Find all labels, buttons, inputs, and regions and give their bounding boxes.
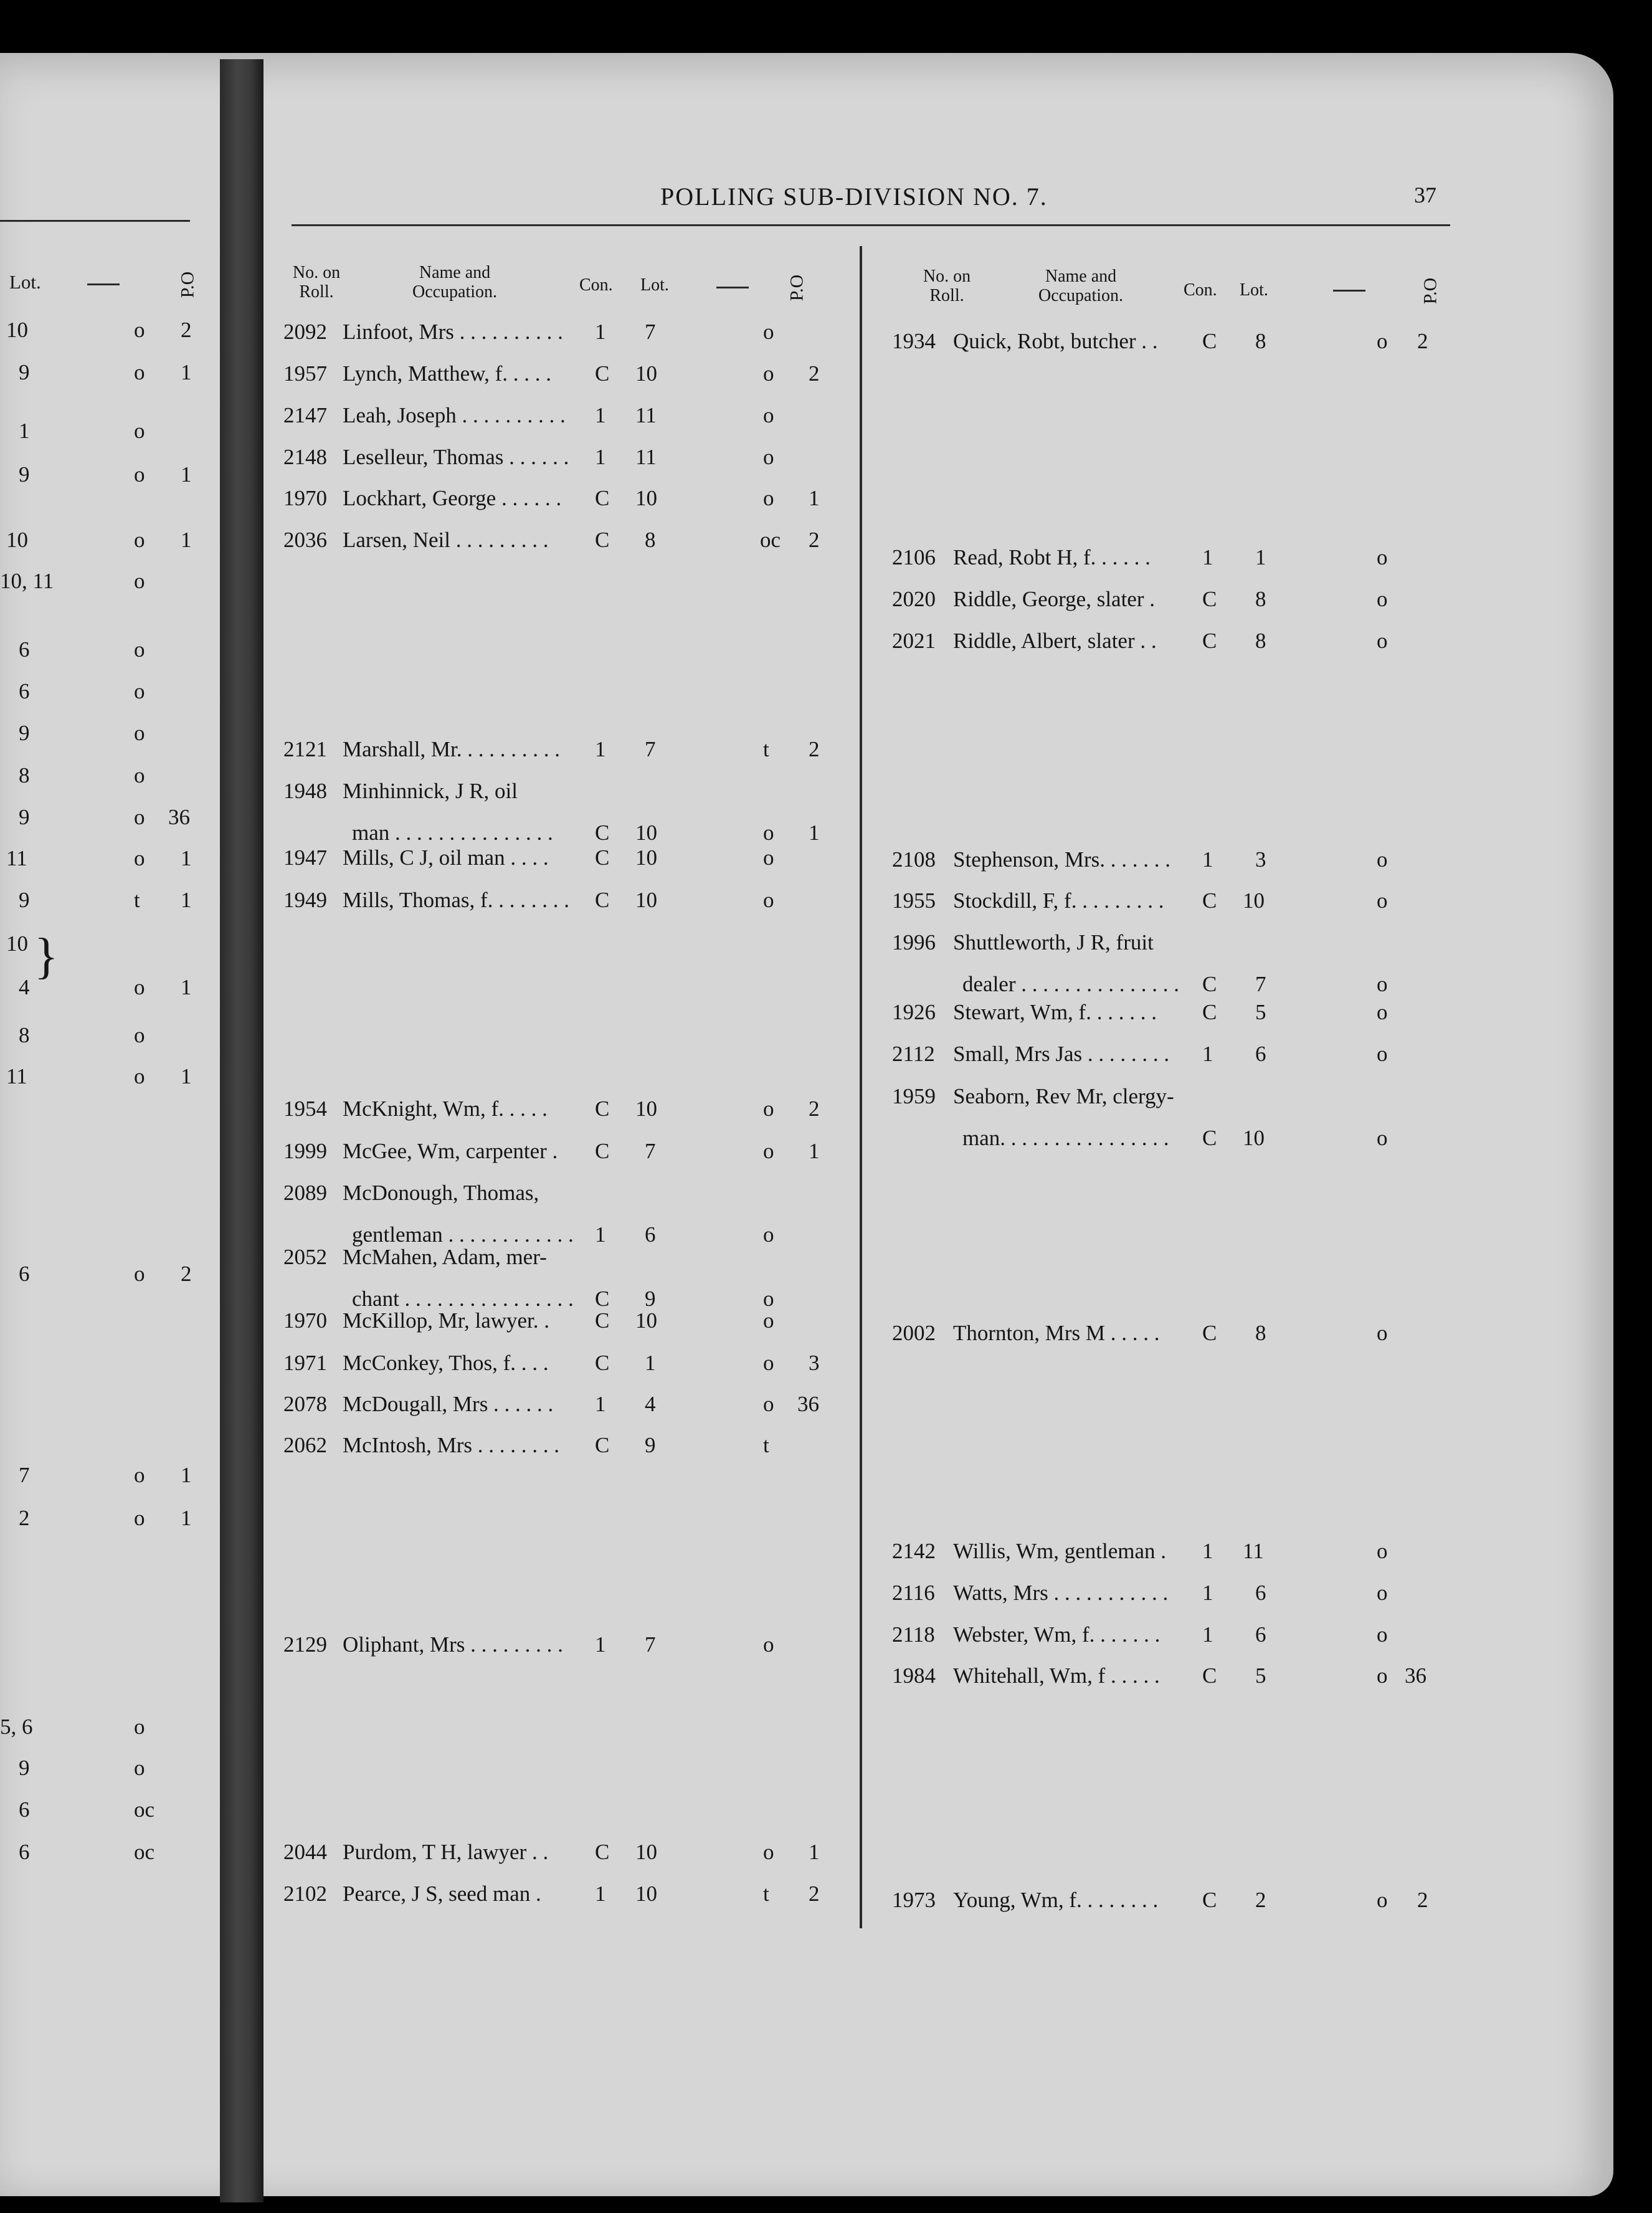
right-name-header: Name and Occupation. xyxy=(1038,267,1124,305)
con-cell: C xyxy=(1202,972,1217,996)
lot-cell: 10 xyxy=(635,821,657,845)
mark-cell: o xyxy=(1377,587,1388,611)
mark-cell: o xyxy=(1377,629,1388,653)
brace-mark: } xyxy=(34,929,59,984)
name-occupation: Willis, Wm, gentleman . xyxy=(953,1539,1167,1563)
right-con-header: Con. xyxy=(1184,280,1217,300)
left-mark-cell: o xyxy=(134,1064,145,1088)
con-cell: C xyxy=(595,528,610,552)
mark-cell: o xyxy=(1377,1622,1388,1647)
lot-cell: 10 xyxy=(635,1882,657,1906)
left-lot-cell: 10 xyxy=(6,931,28,956)
left-po-cell: 36 xyxy=(168,805,190,829)
lot-cell: 7 xyxy=(645,737,656,761)
left-lot-cell: 9 xyxy=(19,805,30,829)
mark-cell: o xyxy=(763,1287,774,1311)
lot-cell: 6 xyxy=(1255,1581,1266,1605)
column-divider xyxy=(860,246,862,1928)
lot-cell: 1 xyxy=(645,1351,656,1375)
lot-cell: 11 xyxy=(635,445,657,469)
name-occupation: Larsen, Neil . . . . . . . . . xyxy=(343,528,549,552)
mark-cell: o xyxy=(1377,545,1388,569)
left-lot-cell: 11 xyxy=(6,1064,27,1088)
lot-cell: 7 xyxy=(645,1632,656,1657)
name-occupation: Purdom, T H, lawyer . . xyxy=(343,1840,549,1864)
name-occupation: Stewart, Wm, f. . . . . . . xyxy=(953,1000,1157,1024)
roll-number: 1970 xyxy=(283,1308,327,1333)
con-cell: C xyxy=(595,1139,610,1163)
roll-number: 1926 xyxy=(892,1000,936,1024)
left-lot-cell: 7 xyxy=(19,1463,30,1487)
con-cell: C xyxy=(1202,587,1217,611)
page-title: POLLING SUB-DIVISION NO. 7. xyxy=(660,183,1048,211)
mark-cell: o xyxy=(1377,888,1388,913)
left-mark-cell: o xyxy=(134,569,145,593)
name-occupation: McConkey, Thos, f. . . . xyxy=(343,1351,549,1375)
lot-cell: 1 xyxy=(1255,545,1266,569)
left-mark-cell: oc xyxy=(134,1840,155,1864)
left-lot-cell: 9 xyxy=(19,360,30,384)
name-occupation: Whitehall, Wm, f . . . . . xyxy=(953,1663,1160,1688)
roll-number: 1996 xyxy=(892,930,936,954)
left-lot-cell: 6 xyxy=(19,637,30,662)
middle-dash xyxy=(716,287,749,288)
left-mark-cell: o xyxy=(134,637,145,662)
con-cell: C xyxy=(1202,629,1217,653)
roll-number: 2078 xyxy=(283,1392,327,1416)
left-mark-cell: o xyxy=(134,462,145,487)
name-occupation: Pearce, J S, seed man . xyxy=(343,1882,541,1906)
left-mark-cell: o xyxy=(134,1023,145,1047)
roll-number: 1955 xyxy=(892,888,936,913)
mark-cell: o xyxy=(1377,972,1388,996)
lot-cell: 10 xyxy=(635,888,657,912)
roll-number: 2112 xyxy=(892,1042,935,1066)
lot-cell: 11 xyxy=(1243,1539,1264,1563)
left-mark-cell: oc xyxy=(134,1797,155,1822)
left-lot-cell: 6 xyxy=(19,1262,30,1286)
right-po-header: P.O xyxy=(1420,277,1441,305)
left-po-cell: 1 xyxy=(181,1506,192,1530)
roll-number: 1948 xyxy=(283,779,327,803)
roll-number: 1999 xyxy=(283,1139,327,1163)
left-po-cell: 2 xyxy=(181,1262,192,1286)
lot-cell: 8 xyxy=(1255,1321,1266,1345)
con-cell: 1 xyxy=(595,445,606,469)
left-mark-cell: o xyxy=(134,1715,145,1739)
name-occupation: Riddle, George, slater . xyxy=(953,587,1155,611)
right-lot-header: Lot. xyxy=(1240,280,1268,300)
left-mark-cell: o xyxy=(134,1463,145,1487)
left-po-cell: 2 xyxy=(181,318,192,342)
po-cell: 2 xyxy=(809,737,820,761)
roll-number: 2108 xyxy=(892,847,936,872)
name-occupation: Stephenson, Mrs. . . . . . . xyxy=(953,847,1171,872)
mark-cell: o xyxy=(763,486,774,510)
mark-cell: o xyxy=(1377,1663,1388,1688)
left-lot-cell: 9 xyxy=(19,1756,30,1780)
name-occupation: Riddle, Albert, slater . . xyxy=(953,629,1157,653)
mark-cell: t xyxy=(763,1882,769,1906)
con-cell: 1 xyxy=(595,1632,606,1657)
mark-cell: o xyxy=(763,1632,774,1657)
name-occupation: Thornton, Mrs M . . . . . xyxy=(953,1321,1160,1345)
right-dash xyxy=(1333,290,1365,292)
name-occupation: Quick, Robt, butcher . . xyxy=(953,329,1158,353)
left-mark-cell: o xyxy=(134,679,145,703)
con-cell: 1 xyxy=(1202,1539,1213,1563)
left-lot-cell: 5, 6 xyxy=(0,1715,33,1739)
lot-cell: 3 xyxy=(1255,847,1266,872)
name-occupation-cont: man . . . . . . . . . . . . . . . xyxy=(352,821,553,845)
roll-number: 2148 xyxy=(283,445,327,469)
mark-cell: o xyxy=(1377,1539,1388,1563)
left-lot-cell: 10 xyxy=(6,528,28,552)
mark-cell: o xyxy=(1377,329,1388,353)
con-cell: 1 xyxy=(595,320,606,344)
name-occupation: Leselleur, Thomas . . . . . . xyxy=(343,445,569,469)
left-po-header: P.O xyxy=(177,271,198,298)
mark-cell: o xyxy=(1377,1126,1388,1150)
name-occupation: Lynch, Matthew, f. . . . . xyxy=(343,361,552,386)
page-number: 37 xyxy=(1414,183,1436,207)
con-cell: C xyxy=(1202,888,1217,913)
name-occupation-cont: gentleman . . . . . . . . . . . . xyxy=(352,1222,574,1247)
book-binding xyxy=(220,59,263,2202)
name-occupation: Marshall, Mr. . . . . . . . . . xyxy=(343,737,561,761)
left-mark-cell: o xyxy=(134,1506,145,1530)
con-cell: C xyxy=(1202,329,1217,353)
name-occupation: McMahen, Adam, mer- xyxy=(343,1245,547,1269)
mark-cell: o xyxy=(1377,1888,1388,1912)
roll-number: 2002 xyxy=(892,1321,936,1345)
po-cell: 2 xyxy=(1417,1888,1428,1912)
con-cell: C xyxy=(595,845,610,870)
mark-cell: t xyxy=(763,737,769,761)
po-cell: 2 xyxy=(809,1882,820,1906)
con-cell: 1 xyxy=(1202,545,1213,569)
roll-number: 1949 xyxy=(283,888,327,912)
lot-cell: 9 xyxy=(645,1433,656,1457)
lot-cell: 9 xyxy=(645,1287,656,1311)
left-mark-cell: o xyxy=(134,360,145,384)
con-cell: C xyxy=(595,1433,610,1457)
left-mark-cell: o xyxy=(134,1262,145,1286)
lot-cell: 5 xyxy=(1255,1000,1266,1024)
name-occupation: Small, Mrs Jas . . . . . . . . xyxy=(953,1042,1170,1066)
mark-cell: o xyxy=(763,445,774,469)
lot-cell: 7 xyxy=(1255,972,1266,996)
left-lot-cell: 11 xyxy=(6,846,27,870)
mark-cell: oc xyxy=(760,528,781,552)
lot-cell: 2 xyxy=(1255,1888,1266,1912)
roll-number: 1934 xyxy=(892,329,936,353)
roll-number: 2089 xyxy=(283,1181,327,1205)
name-occupation: Watts, Mrs . . . . . . . . . . . xyxy=(953,1581,1169,1605)
po-cell: 3 xyxy=(809,1351,820,1375)
lot-cell: 10 xyxy=(635,361,657,386)
name-occupation: Stockdill, F, f. . . . . . . . . xyxy=(953,888,1164,913)
middle-no-roll-header: No. on Roll. xyxy=(292,263,341,302)
name-occupation: Webster, Wm, f. . . . . . . xyxy=(953,1622,1161,1647)
name-occupation: Oliphant, Mrs . . . . . . . . . xyxy=(343,1632,563,1657)
con-cell: 1 xyxy=(1202,1622,1213,1647)
roll-number: 2020 xyxy=(892,587,936,611)
roll-number: 2142 xyxy=(892,1539,936,1563)
lot-cell: 11 xyxy=(635,403,657,427)
mark-cell: o xyxy=(763,403,774,427)
po-cell: 1 xyxy=(809,486,820,510)
con-cell: C xyxy=(1202,1888,1217,1912)
name-occupation: Mills, C J, oil man . . . . xyxy=(343,845,549,870)
name-occupation-cont: dealer . . . . . . . . . . . . . . . xyxy=(962,972,1179,996)
roll-number: 1957 xyxy=(283,361,327,386)
roll-number: 2052 xyxy=(283,1245,327,1269)
po-cell: 2 xyxy=(1417,329,1428,353)
roll-number: 2092 xyxy=(283,320,327,344)
lot-cell: 10 xyxy=(635,1840,657,1864)
con-cell: C xyxy=(595,361,610,386)
left-lot-cell: 9 xyxy=(19,888,30,912)
roll-number: 2106 xyxy=(892,545,936,569)
lot-cell: 7 xyxy=(645,1139,656,1163)
name-occupation: Lockhart, George . . . . . . xyxy=(343,486,562,510)
left-lot-cell: 1 xyxy=(19,419,30,443)
roll-number: 2118 xyxy=(892,1622,935,1647)
name-occupation: Leah, Joseph . . . . . . . . . . xyxy=(343,403,566,427)
left-dash xyxy=(87,283,120,285)
con-cell: C xyxy=(1202,1321,1217,1345)
roll-number: 2129 xyxy=(283,1632,327,1657)
mark-cell: o xyxy=(1377,1000,1388,1024)
con-cell: C xyxy=(1202,1000,1217,1024)
roll-number: 2021 xyxy=(892,629,936,653)
con-cell: C xyxy=(595,821,610,845)
left-po-cell: 1 xyxy=(181,1064,192,1088)
left-lot-cell: 6 xyxy=(19,1840,30,1864)
left-lot-cell: 9 xyxy=(19,462,30,487)
left-lot-cell: 10, 11 xyxy=(0,569,54,593)
name-occupation: Read, Robt H, f. . . . . . xyxy=(953,545,1151,569)
left-po-cell: 1 xyxy=(181,975,192,999)
lot-cell: 6 xyxy=(645,1222,656,1247)
lot-cell: 8 xyxy=(1255,587,1266,611)
roll-number: 1984 xyxy=(892,1663,936,1688)
con-cell: 1 xyxy=(595,1392,606,1416)
con-cell: C xyxy=(595,888,610,912)
roll-number: 1947 xyxy=(283,845,327,870)
name-occupation: Minhinnick, J R, oil xyxy=(343,779,518,803)
left-lot-cell: 8 xyxy=(19,763,30,788)
left-mark-cell: o xyxy=(134,318,145,342)
po-cell: 2 xyxy=(809,361,820,386)
mark-cell: o xyxy=(763,1840,774,1864)
left-header-rule xyxy=(0,220,190,222)
po-cell: 36 xyxy=(797,1392,819,1416)
po-cell: 2 xyxy=(809,1097,820,1121)
name-occupation: McIntosh, Mrs . . . . . . . . xyxy=(343,1433,560,1457)
name-occupation: Seaborn, Rev Mr, clergy- xyxy=(953,1084,1174,1108)
mark-cell: t xyxy=(763,1433,769,1457)
con-cell: 1 xyxy=(595,737,606,761)
lot-cell: 10 xyxy=(1243,888,1265,913)
mark-cell: o xyxy=(763,1392,774,1416)
mark-cell: o xyxy=(1377,847,1388,872)
left-mark-cell: o xyxy=(134,721,145,745)
po-cell: 1 xyxy=(809,821,820,845)
con-cell: C xyxy=(1202,1126,1217,1150)
left-mark-cell: o xyxy=(134,846,145,870)
con-cell: 1 xyxy=(1202,847,1213,872)
name-occupation: McKillop, Mr, lawyer. . xyxy=(343,1308,550,1333)
left-po-cell: 1 xyxy=(181,462,192,487)
left-lot-cell: 10 xyxy=(6,318,28,342)
mark-cell: o xyxy=(763,1097,774,1121)
con-cell: 1 xyxy=(595,403,606,427)
left-mark-cell: t xyxy=(134,888,140,912)
name-occupation: Shuttleworth, J R, fruit xyxy=(953,930,1154,954)
name-occupation: McKnight, Wm, f. . . . . xyxy=(343,1097,548,1121)
left-po-cell: 1 xyxy=(181,846,192,870)
name-occupation: Linfoot, Mrs . . . . . . . . . . xyxy=(343,320,563,344)
con-cell: C xyxy=(595,1351,610,1375)
mark-cell: o xyxy=(763,888,774,912)
lot-cell: 10 xyxy=(635,486,657,510)
roll-number: 1973 xyxy=(892,1888,936,1912)
left-lot-cell: 2 xyxy=(19,1506,30,1530)
left-mark-cell: o xyxy=(134,975,145,999)
name-occupation: McDonough, Thomas, xyxy=(343,1181,539,1205)
left-mark-cell: o xyxy=(134,528,145,552)
left-lot-cell: 6 xyxy=(19,679,30,703)
lot-cell: 6 xyxy=(1255,1622,1266,1647)
roll-number: 2147 xyxy=(283,403,327,427)
lot-cell: 10 xyxy=(635,845,657,870)
roll-number: 2036 xyxy=(283,528,327,552)
left-lot-cell: 9 xyxy=(19,721,30,745)
con-cell: C xyxy=(595,1308,610,1333)
left-mark-cell: o xyxy=(134,419,145,443)
lot-cell: 10 xyxy=(635,1308,657,1333)
roll-number: 2062 xyxy=(283,1433,327,1457)
left-po-cell: 1 xyxy=(181,360,192,384)
roll-number: 1971 xyxy=(283,1351,327,1375)
roll-number: 2116 xyxy=(892,1581,935,1605)
mark-cell: o xyxy=(1377,1042,1388,1066)
lot-cell: 10 xyxy=(635,1097,657,1121)
mark-cell: o xyxy=(763,1222,774,1247)
po-cell: 2 xyxy=(809,528,820,552)
name-occupation-cont: chant . . . . . . . . . . . . . . . . xyxy=(352,1287,574,1311)
left-mark-cell: o xyxy=(134,763,145,788)
con-cell: C xyxy=(595,1097,610,1121)
mark-cell: o xyxy=(763,320,774,344)
con-cell: 1 xyxy=(1202,1042,1213,1066)
mark-cell: o xyxy=(763,361,774,386)
con-cell: 1 xyxy=(595,1882,606,1906)
roll-number: 2044 xyxy=(283,1840,327,1864)
left-lot-cell: 6 xyxy=(19,1797,30,1822)
mark-cell: o xyxy=(1377,1581,1388,1605)
name-occupation-cont: man. . . . . . . . . . . . . . . . xyxy=(962,1126,1169,1150)
lot-cell: 6 xyxy=(1255,1042,1266,1066)
middle-po-header: P.O xyxy=(786,274,807,302)
po-cell: 1 xyxy=(809,1840,820,1864)
lot-cell: 10 xyxy=(1243,1126,1265,1150)
header-rule xyxy=(292,224,1450,226)
roll-number: 2102 xyxy=(283,1882,327,1906)
con-cell: 1 xyxy=(1202,1581,1213,1605)
left-mark-cell: o xyxy=(134,805,145,829)
mark-cell: o xyxy=(763,1351,774,1375)
left-po-cell: 1 xyxy=(181,528,192,552)
roll-number: 1959 xyxy=(892,1084,936,1108)
left-lot-header: Lot. xyxy=(9,271,41,293)
name-occupation: Mills, Thomas, f. . . . . . . . xyxy=(343,888,569,912)
name-occupation: McGee, Wm, carpenter . xyxy=(343,1139,558,1163)
left-po-cell: 1 xyxy=(181,888,192,912)
lot-cell: 7 xyxy=(645,320,656,344)
mark-cell: o xyxy=(763,845,774,870)
con-cell: C xyxy=(1202,1663,1217,1688)
left-lot-cell: 4 xyxy=(19,975,30,999)
roll-number: 1954 xyxy=(283,1097,327,1121)
lot-cell: 8 xyxy=(645,528,656,552)
roll-number: 1970 xyxy=(283,486,327,510)
left-lot-cell: 8 xyxy=(19,1023,30,1047)
middle-name-header: Name and Occupation. xyxy=(412,263,498,302)
mark-cell: o xyxy=(763,1139,774,1163)
left-mark-cell: o xyxy=(134,1756,145,1780)
lot-cell: 5 xyxy=(1255,1663,1266,1688)
lot-cell: 8 xyxy=(1255,629,1266,653)
roll-number: 2121 xyxy=(283,737,327,761)
right-no-roll-header: No. on Roll. xyxy=(923,267,971,305)
po-cell: 1 xyxy=(809,1139,820,1163)
left-po-cell: 1 xyxy=(181,1463,192,1487)
lot-cell: 4 xyxy=(645,1392,656,1416)
middle-con-header: Con. xyxy=(579,275,613,295)
mark-cell: o xyxy=(1377,1321,1388,1345)
con-cell: C xyxy=(595,1287,610,1311)
con-cell: 1 xyxy=(595,1222,606,1247)
mark-cell: o xyxy=(763,821,774,845)
lot-cell: 8 xyxy=(1255,329,1266,353)
name-occupation: Young, Wm, f. . . . . . . . xyxy=(953,1888,1159,1912)
name-occupation: McDougall, Mrs . . . . . . xyxy=(343,1392,554,1416)
po-cell: 36 xyxy=(1405,1663,1427,1688)
mark-cell: o xyxy=(763,1308,774,1333)
con-cell: C xyxy=(595,1840,610,1864)
middle-lot-header: Lot. xyxy=(640,275,669,295)
con-cell: C xyxy=(595,486,610,510)
